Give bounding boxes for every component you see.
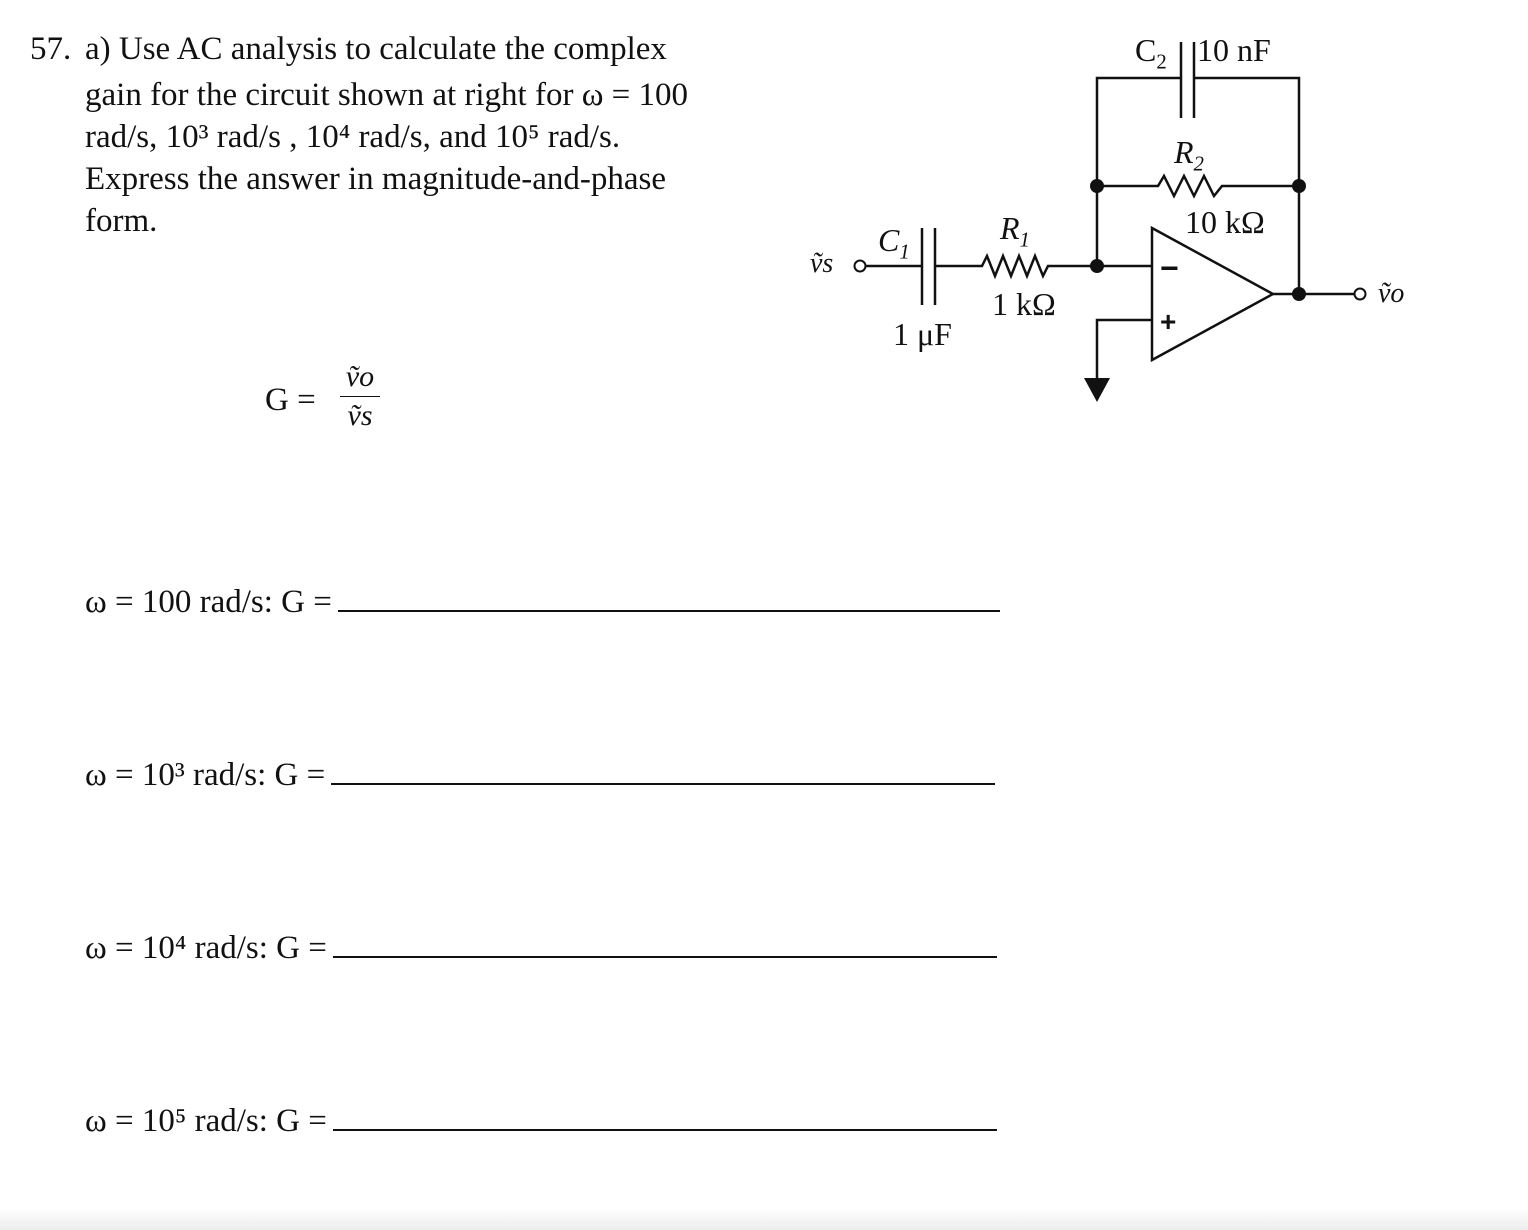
- inverting-input-sign: −: [1160, 250, 1179, 286]
- c1-sub: 1: [899, 240, 910, 264]
- node: [1292, 179, 1306, 193]
- noninverting-input-sign: +: [1160, 306, 1177, 337]
- r2-resistor: [1097, 176, 1299, 196]
- c1-value: 1 μF: [893, 316, 952, 352]
- r1-sub: 1: [1019, 228, 1030, 252]
- r2-name: R: [1174, 134, 1194, 170]
- answer-blank[interactable]: [331, 759, 995, 785]
- wire: [1097, 320, 1152, 378]
- c1-label: [878, 224, 910, 263]
- answer-label: ω = 10⁵ rad/s: G =: [85, 1103, 327, 1139]
- r1-value: 1 kΩ: [992, 286, 1056, 322]
- c2-value: 10 nF: [1197, 32, 1271, 68]
- r1-label: [1000, 212, 1030, 251]
- c2-label: [1135, 34, 1167, 73]
- r2-sub: 2: [1193, 152, 1204, 176]
- answer-row: [85, 1103, 997, 1140]
- answer-row: [85, 584, 1000, 621]
- input-label: ṽs: [810, 248, 834, 279]
- problem-line: gain for the circuit shown at right for ω = 100: [85, 77, 689, 113]
- answer-label: ω = 100 rad/s: G =: [85, 584, 332, 620]
- node: [1090, 179, 1104, 193]
- problem-line: a) Use AC analysis to calculate the complex: [85, 31, 667, 67]
- page-bottom-edge: [0, 1208, 1528, 1230]
- c2-sub: 2: [1156, 50, 1167, 74]
- answer-label: ω = 10⁴ rad/s: G =: [85, 930, 327, 966]
- r1-name: R: [1000, 210, 1020, 246]
- output-terminal: [1355, 289, 1366, 300]
- problem-line: form.: [85, 203, 158, 239]
- answer-row: [85, 757, 995, 794]
- opamp: [1152, 228, 1273, 360]
- answer-blank[interactable]: [338, 586, 1000, 612]
- c1-name: C: [878, 222, 900, 258]
- input-terminal: [855, 261, 866, 272]
- gain-numerator: ṽo: [345, 360, 375, 393]
- answer-blank[interactable]: [333, 932, 997, 958]
- node: [1292, 287, 1306, 301]
- r1-resistor: [935, 256, 1152, 276]
- output-label: ṽo: [1378, 278, 1405, 309]
- problem-number: 57.: [30, 31, 72, 67]
- r2-label: [1174, 136, 1204, 175]
- gain-denominator: ṽs: [347, 399, 373, 432]
- answer-blank[interactable]: [333, 1105, 997, 1131]
- c2-name: C: [1135, 32, 1157, 68]
- problem-line: Express the answer in magnitude-and-phase: [85, 161, 666, 197]
- gain-lhs: G =: [265, 382, 316, 418]
- answer-label: ω = 10³ rad/s: G =: [85, 757, 326, 793]
- node: [1090, 259, 1104, 273]
- answer-row: [85, 930, 997, 967]
- ground-icon: [1084, 378, 1110, 402]
- r2-value: 10 kΩ: [1185, 204, 1265, 240]
- problem-line: rad/s, 10³ rad/s , 10⁴ rad/s, and 10⁵ rad/s.: [85, 119, 621, 155]
